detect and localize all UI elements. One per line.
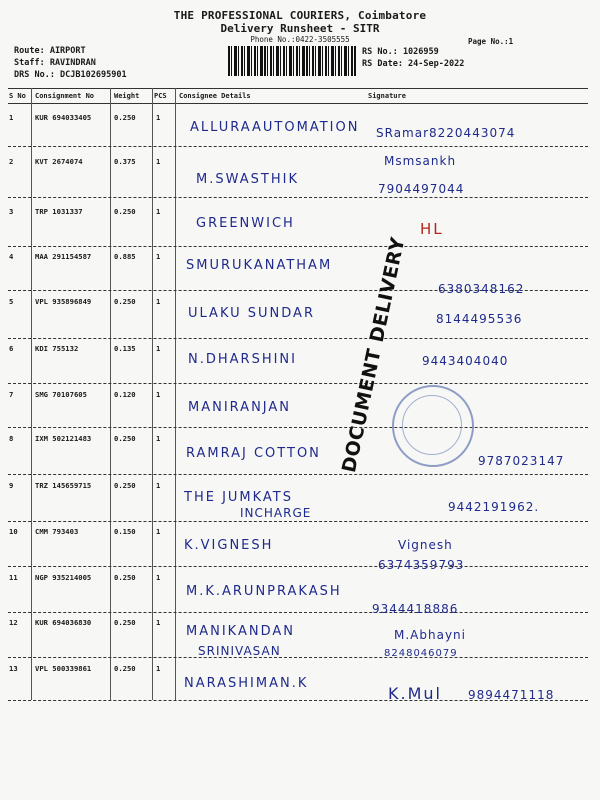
row-consignment-no: IXM 502121483 <box>35 434 92 443</box>
column-rule <box>175 88 176 700</box>
row-pcs: 1 <box>156 157 161 166</box>
company-seal-inner <box>402 395 462 455</box>
staff: Staff: RAVINDRAN <box>14 58 96 68</box>
row-signature-phone: 6374359793 <box>378 558 465 572</box>
row-consignment-no: SMG 70107605 <box>35 390 87 399</box>
row-consignee: ULAKU SUNDAR <box>188 306 315 321</box>
rs-number: RS No.: 1026959 <box>362 47 439 57</box>
row-divider <box>8 474 588 475</box>
row-signature: M.Abhayni <box>394 628 466 642</box>
row-signature: 6380348162 <box>438 282 525 296</box>
row-consignee: M.K.ARUNPRAKASH <box>186 584 342 599</box>
row-divider <box>8 427 588 428</box>
row-sno: 8 <box>9 434 14 443</box>
row-signature: 8144495536 <box>436 312 523 326</box>
col-weight: Weight <box>114 92 140 100</box>
row-pcs: 1 <box>156 573 161 582</box>
col-sno: S No <box>9 92 26 100</box>
row-weight: 0.120 <box>114 390 136 399</box>
col-consignment: Consignment No <box>35 92 95 100</box>
row-weight: 0.250 <box>114 297 136 306</box>
row-sno: 9 <box>9 481 14 490</box>
divider <box>8 103 588 104</box>
row-pcs: 1 <box>156 434 161 443</box>
row-consignment-no: VPL 935896849 <box>35 297 92 306</box>
row-signature-phone: 7904497044 <box>378 182 465 196</box>
row-weight: 0.250 <box>114 664 136 673</box>
row-consignee: ALLURAAUTOMATION <box>190 120 360 135</box>
row-consignee-line2: SRINIVASAN <box>198 644 281 658</box>
row-signature: Msmsankh <box>384 154 457 168</box>
row-consignee: MANIKANDAN <box>186 624 295 639</box>
row-divider <box>8 657 588 658</box>
row-signature-phone: 8248046079 <box>384 648 458 659</box>
row-pcs: 1 <box>156 618 161 627</box>
row-consignment-no: MAA 291154587 <box>35 252 92 261</box>
row-pcs: 1 <box>156 207 161 216</box>
row-sno: 7 <box>9 390 14 399</box>
col-consignee: Consignee Details <box>179 92 251 100</box>
row-signature: 9344418886 <box>372 602 459 616</box>
row-pcs: 1 <box>156 527 161 536</box>
row-consignee: GREENWICH <box>196 216 295 231</box>
row-divider <box>8 612 588 613</box>
row-consignment-no: TRZ 145659715 <box>35 481 92 490</box>
row-divider <box>8 383 588 384</box>
row-consignee: THE JUMKATS <box>184 490 294 505</box>
row-consignment-no: CMM 793403 <box>35 527 79 536</box>
row-consignment-no: TRP 1031337 <box>35 207 83 216</box>
row-divider <box>8 246 588 247</box>
row-consignee: NARASHIMAN.K <box>184 676 309 691</box>
row-pcs: 1 <box>156 252 161 261</box>
rs-date: RS Date: 24-Sep-2022 <box>362 59 465 69</box>
row-sno: 3 <box>9 207 14 216</box>
row-weight: 0.250 <box>114 434 136 443</box>
row-sno: 4 <box>9 252 14 261</box>
row-pcs: 1 <box>156 297 161 306</box>
row-weight: 0.250 <box>114 618 136 627</box>
row-divider <box>8 566 588 567</box>
row-consignee: SMURUKANATHAM <box>186 258 333 273</box>
column-rule <box>110 88 111 700</box>
row-signature: K.Mul <box>388 684 442 703</box>
phone-number: Phone No.:0422-3505555 <box>250 35 350 44</box>
row-signature: Vignesh <box>398 538 453 552</box>
row-sno: 5 <box>9 297 14 306</box>
row-weight: 0.250 <box>114 113 136 122</box>
row-weight: 0.375 <box>114 157 136 166</box>
row-sno: 1 <box>9 113 14 122</box>
row-divider <box>8 338 588 339</box>
row-sno: 11 <box>9 573 18 582</box>
divider <box>8 88 588 89</box>
row-signature: 9787023147 <box>478 454 565 468</box>
page-number: Page No.:1 <box>468 37 514 46</box>
row-weight: 0.150 <box>114 527 136 536</box>
row-pcs: 1 <box>156 344 161 353</box>
row-sno: 10 <box>9 527 18 536</box>
row-consignment-no: KDI 755132 <box>35 344 79 353</box>
row-weight: 0.250 <box>114 207 136 216</box>
row-signature: SRamar8220443074 <box>376 126 516 140</box>
row-consignee: K.VIGNESH <box>184 538 274 553</box>
row-divider <box>8 146 588 147</box>
row-signature-phone: 9894471118 <box>468 688 555 702</box>
col-pcs: PCS <box>154 92 167 100</box>
row-consignment-no: KUR 694033405 <box>35 113 92 122</box>
row-sno: 2 <box>9 157 14 166</box>
row-sno: 13 <box>9 664 18 673</box>
document-title: Delivery Runsheet - SITR <box>220 22 380 35</box>
row-consignee: MANIRANJAN <box>188 400 292 415</box>
row-consignee: RAMRAJ COTTON <box>186 446 321 461</box>
column-rule <box>152 88 153 700</box>
row-weight: 0.250 <box>114 481 136 490</box>
row-signature: 9443404040 <box>422 354 509 368</box>
row-consignee: M.SWASTHIK <box>196 172 299 187</box>
row-pcs: 1 <box>156 390 161 399</box>
row-weight: 0.135 <box>114 344 136 353</box>
col-signature: Signature <box>368 92 406 100</box>
route: Route: AIRPORT <box>14 46 86 56</box>
drs-number: DRS No.: DCJB102695901 <box>14 70 127 80</box>
row-consignment-no: KVT 2674074 <box>35 157 83 166</box>
row-divider <box>8 197 588 198</box>
row-consignment-no: NGP 935214005 <box>35 573 92 582</box>
row-pcs: 1 <box>156 664 161 673</box>
row-weight: 0.885 <box>114 252 136 261</box>
row-pcs: 1 <box>156 481 161 490</box>
row-consignment-no: VPL 500339861 <box>35 664 92 673</box>
row-pcs: 1 <box>156 113 161 122</box>
company-name: THE PROFESSIONAL COURIERS, Coimbatore <box>173 9 427 22</box>
row-sno: 6 <box>9 344 14 353</box>
document-delivery-stamp: DOCUMENT DELIVERY <box>338 235 410 475</box>
column-rule <box>31 88 32 700</box>
row-consignment-no: KUR 694036830 <box>35 618 92 627</box>
row-consignee-line2: INCHARGE <box>240 506 312 520</box>
row-divider <box>8 521 588 522</box>
row-consignee: N.DHARSHINI <box>188 352 297 367</box>
row-signature: 9442191962. <box>448 500 540 514</box>
row-sno: 12 <box>9 618 18 627</box>
barcode <box>228 46 356 76</box>
row-weight: 0.250 <box>114 573 136 582</box>
row-signature: HL <box>420 220 444 238</box>
